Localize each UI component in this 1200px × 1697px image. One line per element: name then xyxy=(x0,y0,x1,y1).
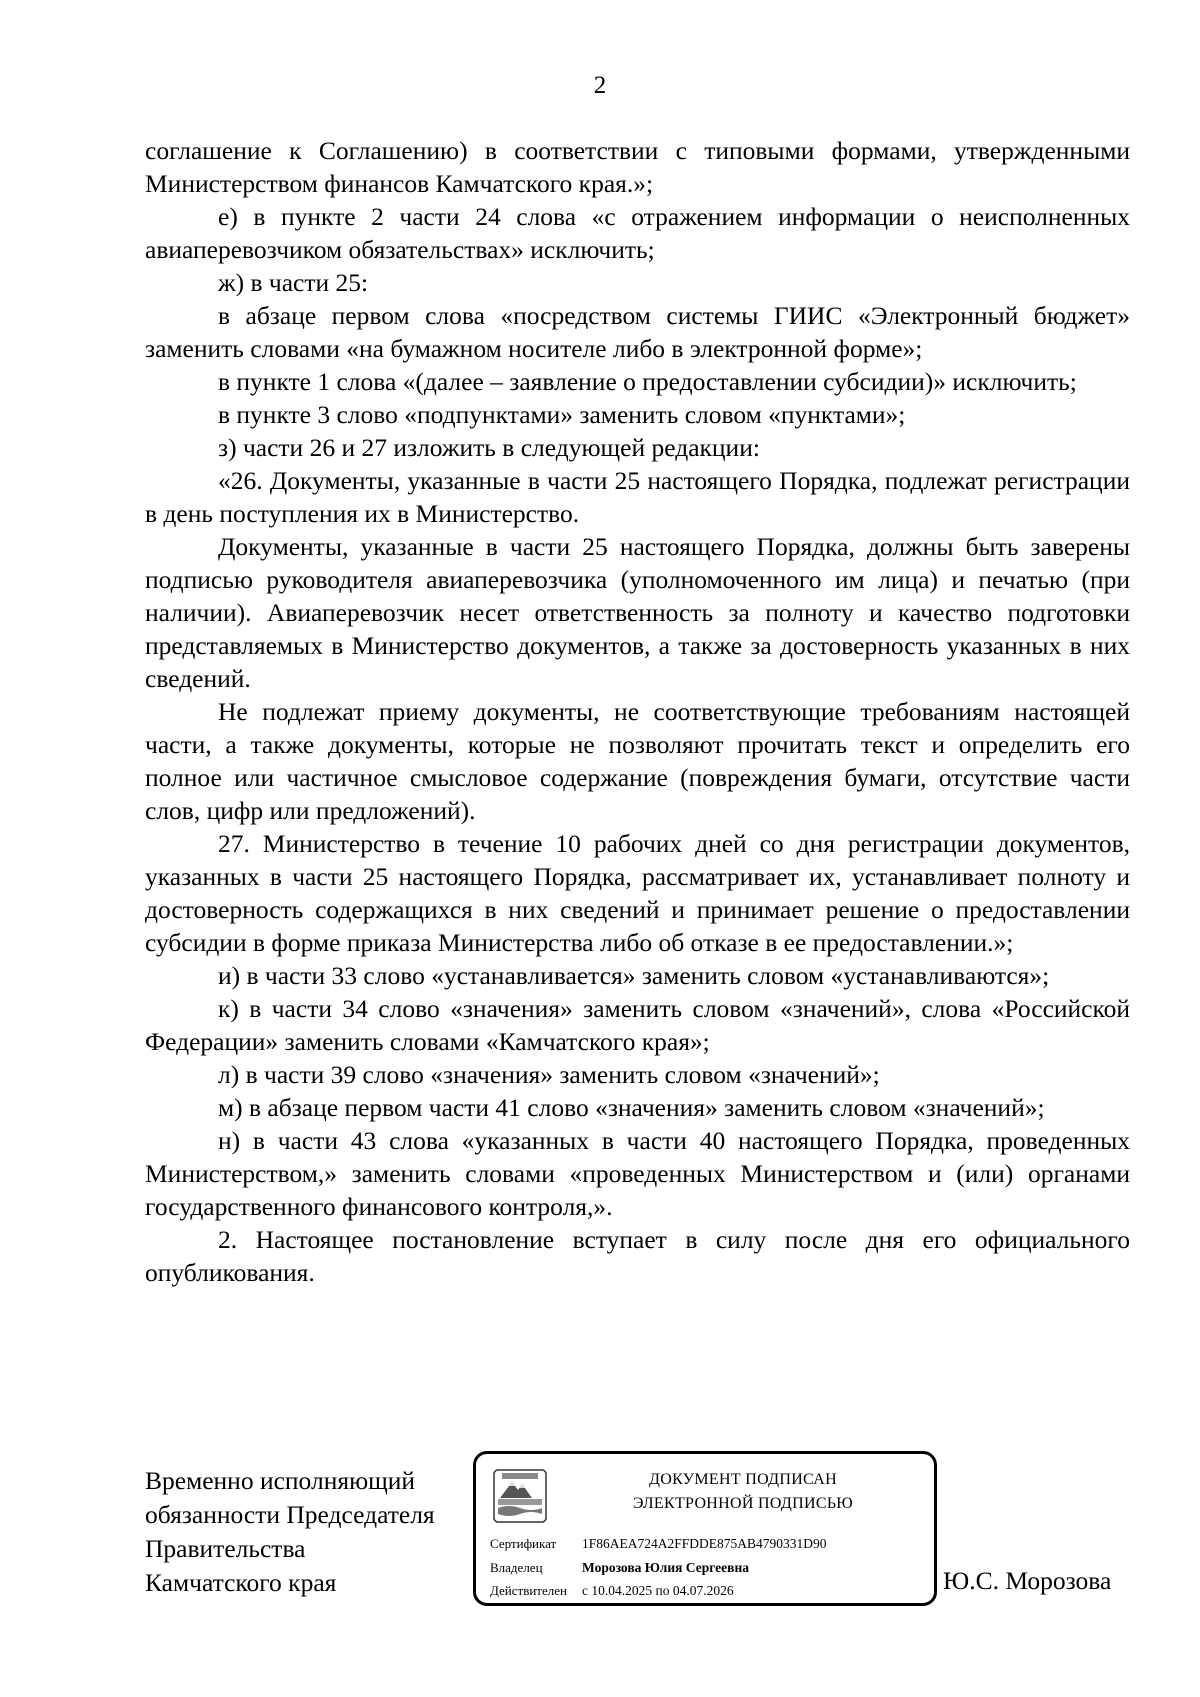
stamp-heading-line: ЭЛЕКТРОННОЙ ПОДПИСЬЮ xyxy=(632,1495,854,1512)
paragraph: соглашение к Соглашению) в соответствии с типовыми формами, утвержденными Министерством финансов Камчатского края.»; xyxy=(145,136,1130,198)
signer-title-line: Временно исполняющий xyxy=(145,1466,416,1495)
paragraph: 2. Настоящее постановление вступает в силу после дня его официального опубликования. xyxy=(145,1225,1130,1287)
paragraph: в абзаце первом слова «посредством системы ГИИС «Электронный бюджет» заменить словами «на бумажном носителе либо в электронной форме»; xyxy=(145,301,1130,363)
paragraph: ж) в части 25: xyxy=(218,268,369,297)
paragraph: к) в части 34 слово «значения» заменить словом «значений», слова «Российской Федерации» заменить словами «Камчатского края»; xyxy=(145,994,1130,1056)
document-body xyxy=(145,134,1130,1289)
paragraph: «26. Документы, указанные в части 25 настоящего Порядка, подлежат регистрации в день поступления их в Министерство. xyxy=(145,466,1130,528)
paragraph: е) в пункте 2 части 24 слова «с отражением информации о неисполненных авиаперевозчиком обязательствах» исключить; xyxy=(145,202,1130,264)
stamp-heading xyxy=(566,1468,920,1516)
paragraph: н) в части 43 слова «указанных в части 40 настоящего Порядка, проведенных Министерством,» заменить словами «проведенных Министерством и (или) органами государственного финансового контроля,». xyxy=(145,1126,1130,1221)
stamp-certificate-row xyxy=(490,1536,827,1552)
kamchatka-emblem-icon xyxy=(492,1468,548,1524)
paragraph: л) в части 39 слово «значения» заменить словом «значений»; xyxy=(218,1060,880,1089)
paragraph: в пункте 3 слово «подпунктами» заменить словом «пунктами»; xyxy=(218,400,906,429)
signer-title-line: Камчатского края xyxy=(145,1568,337,1597)
paragraph: м) в абзаце первом части 41 слово «значения» заменить словом «значений»; xyxy=(218,1093,1045,1122)
valid-label: Действителен xyxy=(490,1583,567,1598)
signer-name: Ю.С. Морозова xyxy=(943,1566,1112,1595)
stamp-heading-line: ДОКУМЕНТ ПОДПИСАН xyxy=(649,1471,837,1488)
paragraph: Документы, указанные в части 25 настоящего Порядка, должны быть заверены подписью руководителя авиаперевозчика (уполномоченного им лица) и печатью (при наличии). Авиаперевозчик несет ответственность за полноту и качество подготовки представляемых в Министерство документов, а также за достоверность указанных в них сведений. xyxy=(145,532,1130,693)
stamp-validity-row xyxy=(490,1583,734,1599)
paragraph: з) части 26 и 27 изложить в следующей редакции: xyxy=(218,433,760,462)
certificate-label: Сертификат xyxy=(490,1536,557,1551)
signer-title-line: Правительства xyxy=(145,1534,306,1563)
electronic-signature-stamp xyxy=(473,1451,937,1606)
paragraph: в пункте 1 слова «(далее – заявление о предоставлении субсидии)» исключить; xyxy=(218,367,1077,396)
valid-value: с 10.04.2025 по 04.07.2026 xyxy=(582,1583,734,1598)
signer-title-line: обязанности Председателя xyxy=(145,1500,435,1529)
page-number: 2 xyxy=(593,72,607,99)
paragraph: 27. Министерство в течение 10 рабочих дней со дня регистрации документов, указанных в части 25 настоящего Порядка, рассматривает их, устанавливает полноту и достоверность содержащихся в них сведений и принимает решение о предоставлении субсидии в форме приказа Министерства либо об отказе в ее предоставлении.»; xyxy=(145,829,1130,957)
certificate-value: 1F86AEA724A2FFDDE875AB4790331D90 xyxy=(582,1536,827,1551)
stamp-owner-row xyxy=(490,1560,749,1576)
owner-value: Морозова Юлия Сергеевна xyxy=(582,1560,749,1575)
paragraph: и) в части 33 слово «устанавливается» заменить словом «устанавливаются»; xyxy=(218,961,1050,990)
owner-label: Владелец xyxy=(490,1560,543,1575)
signer-title xyxy=(145,1464,435,1600)
paragraph: Не подлежат приему документы, не соответствующие требованиям настоящей части, а также документы, которые не позволяют прочитать текст и определить его полное или частичное смысловое содержание (повреждения бумаги, отсутствие части слов, цифр или предложений). xyxy=(145,697,1130,825)
